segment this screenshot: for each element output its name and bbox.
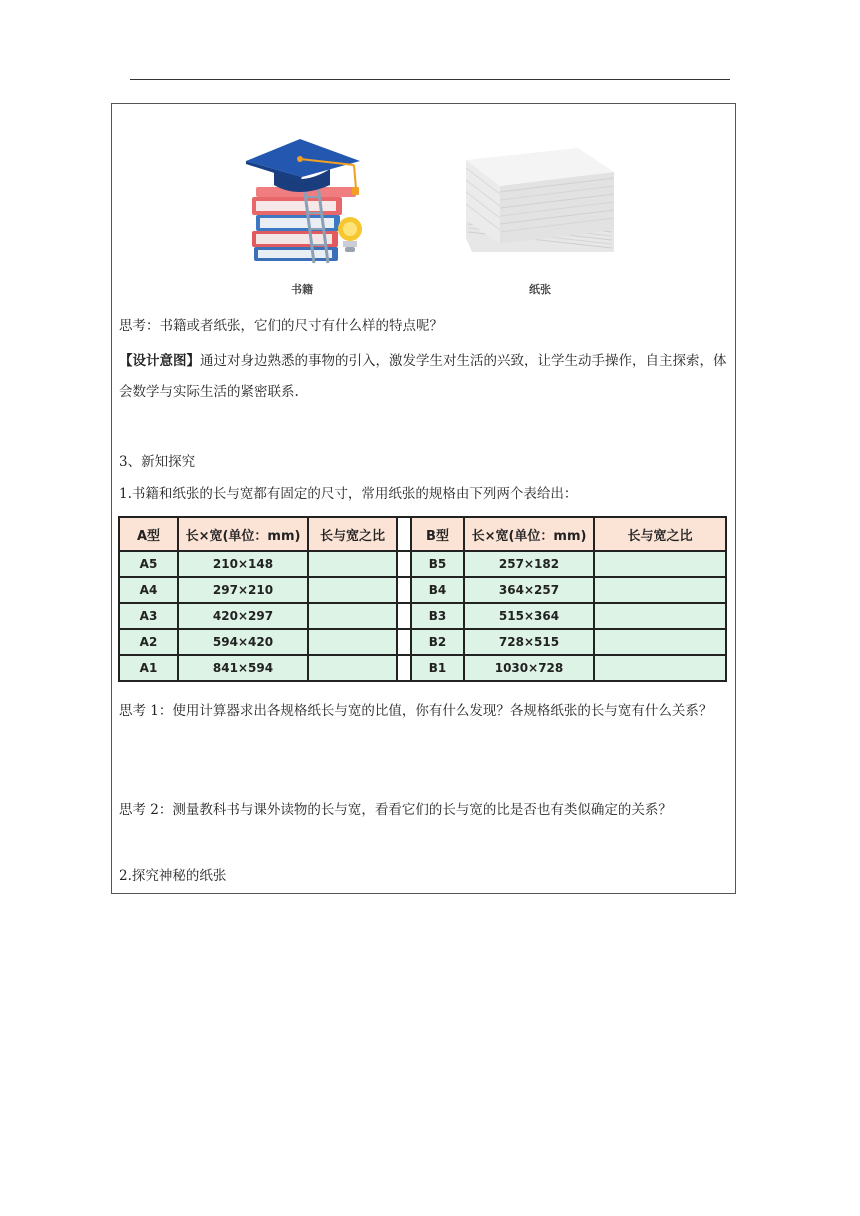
ratio-cell <box>308 603 397 629</box>
section-heading-3: 3、新知探究 <box>119 454 196 470</box>
table-cell: 210×148 <box>178 551 308 577</box>
table-cell: 841×594 <box>178 655 308 681</box>
table-row <box>119 603 726 629</box>
header-cell: A型 <box>119 517 178 551</box>
design-intent <box>119 346 727 408</box>
graduation-books-icon <box>238 135 368 270</box>
table-header-row <box>119 517 726 551</box>
table-cell: B3 <box>411 603 464 629</box>
table-cell: 515×364 <box>464 603 594 629</box>
design-intent-text: 通过对身边熟悉的事物的引入，激发学生对生活的兴致，让学生动手操作，自主探索，体会数学与实际生活的紧密联系. <box>119 353 727 400</box>
header-gap <box>397 517 411 551</box>
header-rule <box>130 79 730 80</box>
ratio-cell <box>594 577 726 603</box>
table-cell: A5 <box>119 551 178 577</box>
table-cell: A3 <box>119 603 178 629</box>
table-cell: 594×420 <box>178 629 308 655</box>
table-cell: 420×297 <box>178 603 308 629</box>
ratio-cell <box>308 629 397 655</box>
table-cell: A1 <box>119 655 178 681</box>
item-1-text: 1.书籍和纸张的长与宽都有固定的尺寸，常用纸张的规格由下列两个表给出： <box>119 486 578 502</box>
ratio-cell <box>594 603 726 629</box>
table-cell: A4 <box>119 577 178 603</box>
paper-stack-icon <box>460 140 620 260</box>
gap-cell <box>397 629 411 655</box>
table-cell: 257×182 <box>464 551 594 577</box>
caption-books: 书籍 <box>291 283 313 296</box>
gap-cell <box>397 603 411 629</box>
gap-cell <box>397 655 411 681</box>
ratio-cell <box>308 551 397 577</box>
gap-cell <box>397 577 411 603</box>
table-cell: 364×257 <box>464 577 594 603</box>
table-row <box>119 577 726 603</box>
think-question-2: 思考 2：测量教科书与课外读物的长与宽，看看它们的长与宽的比是否也有类似确定的关系？ <box>119 802 672 818</box>
table-cell: B4 <box>411 577 464 603</box>
table-row <box>119 655 726 681</box>
table-cell: B1 <box>411 655 464 681</box>
ratio-cell <box>308 577 397 603</box>
header-cell: 长×宽(单位：mm) <box>178 517 308 551</box>
think-question-0: 思考：书籍或者纸张，它们的尺寸有什么样的特点呢？ <box>119 318 443 334</box>
table-cell: 1030×728 <box>464 655 594 681</box>
ratio-cell <box>594 629 726 655</box>
design-intent-label: 【设计意图】 <box>119 353 200 369</box>
header-cell: 长×宽(单位：mm) <box>464 517 594 551</box>
table-row <box>119 551 726 577</box>
header-cell: B型 <box>411 517 464 551</box>
table-row <box>119 629 726 655</box>
ratio-cell <box>594 551 726 577</box>
caption-paper: 纸张 <box>529 283 551 296</box>
ratio-cell <box>594 655 726 681</box>
header-cell: 长与宽之比 <box>308 517 397 551</box>
table-cell: A2 <box>119 629 178 655</box>
table-cell: B5 <box>411 551 464 577</box>
table-cell: 728×515 <box>464 629 594 655</box>
table-cell: B2 <box>411 629 464 655</box>
item-2-text: 2.探究神秘的纸张 <box>119 868 227 884</box>
table-cell: 297×210 <box>178 577 308 603</box>
paper-size-table <box>118 516 727 682</box>
think-question-1: 思考 1：使用计算器求出各规格纸长与宽的比值，你有什么发现？各规格纸张的长与宽有什么关系？ <box>119 703 713 719</box>
ratio-cell <box>308 655 397 681</box>
header-cell: 长与宽之比 <box>594 517 726 551</box>
gap-cell <box>397 551 411 577</box>
